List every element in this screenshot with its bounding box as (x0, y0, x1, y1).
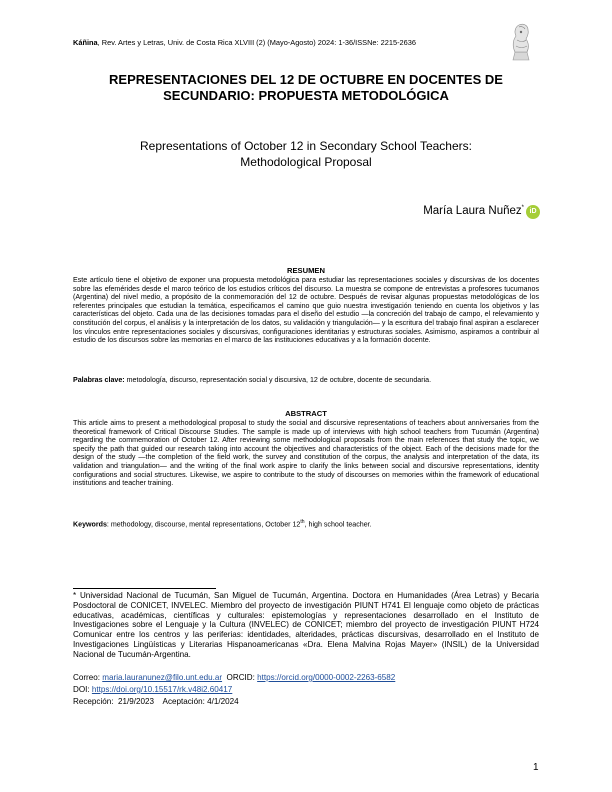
keywords-label: Keywords (73, 520, 107, 529)
title-en-line: Representations of October 12 in Secondary School Teachers: (140, 139, 472, 153)
email-label: Correo: (73, 673, 103, 682)
article-title (60, 72, 552, 104)
keywords-label: Palabras clave: (73, 376, 125, 384)
abstract-body: This article aims to present a methodological proposal to study the social and discursive representations of teachers about anniversaries from the theoretical framework of Critical Discourse Studies. The sample is made up of interviews with high school teachers from Tucumán (Argentina) regarding the commemoration of October 12. After reviewing some methodological proposals from the main references that study the topic, we specify the path that guided our research taking into account the objectives and characteristics of the object. Each of the decisions made for the design of the study —the completion of the field work, the survey and constitution of the corpus, the analysis and interpretation of the data, its validation and triangulation— and the writing of the final work aspire to clarify the links between social and discursive representations, identity configurations and social structures. Likewise, we aspire to contribute to the study of discourses on memories within the framework of educational institutions and teacher training. (73, 419, 539, 488)
author-name: María Laura Nuñez (423, 205, 522, 217)
abstract-heading: ABSTRACT (285, 409, 327, 418)
keywords-list: metodología, discurso, representación social y discursiva, 12 de octubre, docente de secundaria. (124, 376, 432, 384)
title-en-line: Methodological Proposal (240, 155, 372, 169)
title-line: SECUNDARIO: PROPUESTA METODOLÓGICA (163, 88, 449, 103)
resumen-keywords (73, 376, 539, 385)
running-header (73, 38, 493, 47)
footnote-contact (73, 673, 539, 683)
author-footnote-mark: * (521, 205, 524, 212)
footnote-dates: Recepción: 21/9/2023 Aceptación: 4/1/2024 (73, 697, 239, 706)
doi-link[interactable]: https://doi.org/10.15517/rk.v48i2.60417 (91, 685, 233, 694)
keywords-list-end: , high school teacher. (304, 520, 372, 529)
orcid-icon[interactable]: iD (526, 205, 540, 219)
orcid-label: ORCID: (222, 673, 258, 682)
page-number: 1 (533, 762, 539, 773)
journal-name: Káñina (73, 38, 98, 47)
keywords-list: : methodology, discourse, mental representations, October 12 (106, 520, 301, 529)
footnote-doi (73, 685, 539, 695)
resumen-heading: RESUMEN (287, 266, 325, 275)
journal-citation: , Rev. Artes y Letras, Univ. de Costa Rica XLVIII (2) (Mayo-Agosto) 2024: 1-36/ISSNe: 2215-2636 (97, 38, 416, 47)
doi-label: DOI: (73, 685, 92, 694)
keywords-superscript: th (300, 519, 305, 525)
orcid-link[interactable]: https://orcid.org/0000-0002-2263-6582 (257, 673, 396, 682)
author-line (360, 205, 540, 219)
email-link[interactable]: maria.lauranunez@filo.unt.edu.ar (102, 673, 223, 682)
journal-logo-icon (505, 16, 537, 62)
resumen-body: Este artículo tiene el objetivo de exponer una propuesta metodológica para estudiar las representaciones sociales y discursivas de los docentes sobre las efemérides desde el marco teórico de los estudios críticos del discurso. La muestra se compone de entrevistas a profesores tucumanos (Argentina) del nivel medio, a propósito de la conmemoración del 12 de octubre. Después de revisar algunas propuestas metodológicas de los referentes principales que estudian la temática, especificamos el camino que guio nuestra investigación teniendo en cuenta los objetivos y las características del objeto. Cada una de las decisiones tomadas para el diseño del estudio —la concreción del trabajo de campo, el relevamiento y constitución del corpus, el análisis y la interpretación de los datos, su validación y triangulación— y la escritura del trabajo final aspiran a esclarecer los vínculos entre representaciones sociales y discursivas, configuraciones identitarias y estructuras sociales. Asimismo, aspiramos a contribuir al estudio de los discursos sobre las memorias en el marco de las instituciones educativas y a la formación docente. (73, 276, 539, 345)
footnote-affiliation: * Universidad Nacional de Tucumán, San Miguel de Tucumán, Argentina. Doctora en Humanidades (Área Letras) y Becaria Posdoctoral de CONICET, INVELEC. Miembro del proyecto de investigación PIUNT H741 El lenguaje como objeto de prácticas educativas, académicas, científicas y culturales: epistemologías y representaciones desarrollado en el Instituto de Investigaciones sobre el Lenguaje y la Cultura (INVELEC) de CONICET; miembro del proyecto de investigación PIUNT H724 Comunicar entre los centros y las periferias: identidades, alteridades, prácticas discursivas, desarrollado en el Instituto de Investigaciones Lingüísticas y Literarias Hispanoamericanas «Dra. Elena Malvina Rojas Mayer» (INSIL) de la Universidad Nacional de Tucumán-Argentina. (73, 591, 539, 659)
article-title-english (60, 138, 552, 170)
footnote-separator (73, 588, 216, 589)
abstract-keywords (73, 518, 539, 529)
title-line: REPRESENTACIONES DEL 12 DE OCTUBRE EN DOCENTES DE (109, 72, 503, 87)
